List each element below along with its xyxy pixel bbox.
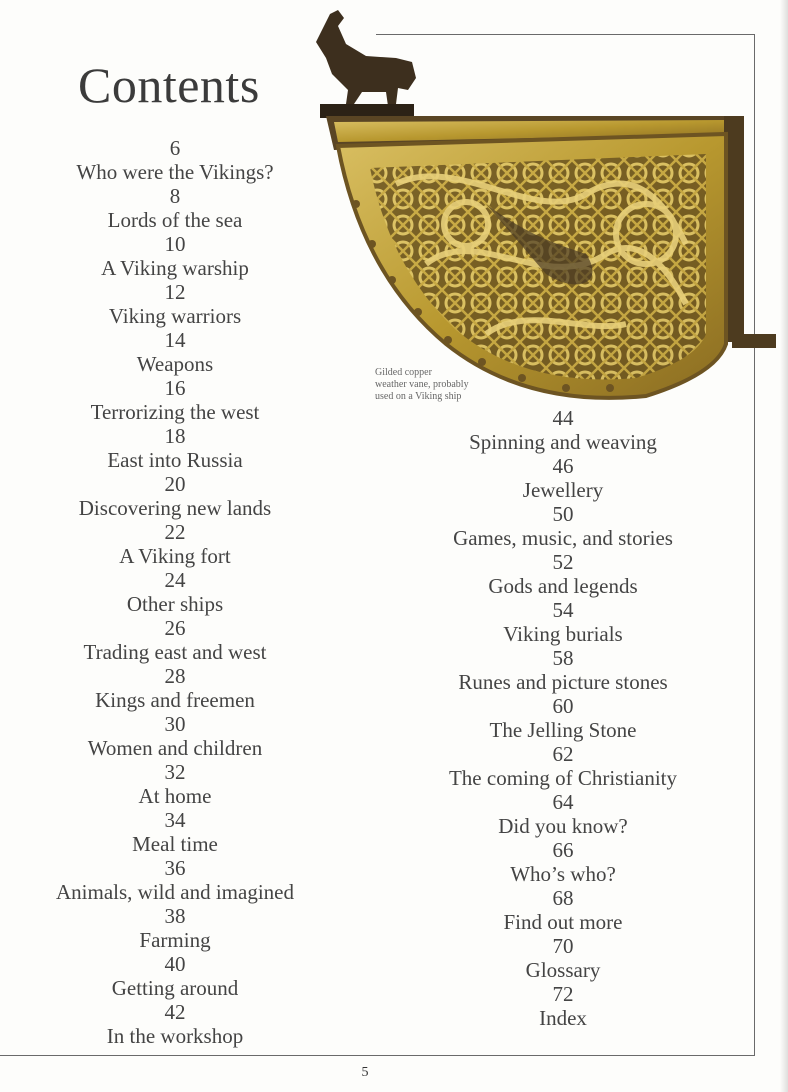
toc-title: The coming of Christianity [448, 766, 678, 790]
toc-entry[interactable] [400, 982, 726, 1030]
toc-page-number: 52 [552, 550, 574, 574]
toc-title: Find out more [503, 910, 623, 934]
toc-page-number: 36 [164, 856, 186, 880]
toc-page-number: 58 [552, 646, 574, 670]
toc-title: Getting around [111, 976, 239, 1000]
toc-entry[interactable] [38, 616, 312, 664]
toc-title: Who’s who? [510, 862, 616, 886]
toc-title: Glossary [525, 958, 601, 982]
toc-title: Kings and freemen [95, 688, 255, 712]
weather-vane-illustration [286, 4, 782, 408]
page-title: Contents [78, 57, 260, 113]
toc-entry[interactable] [400, 790, 726, 838]
toc-page-number: 24 [164, 568, 186, 592]
toc-title: Meal time [132, 832, 218, 856]
toc-entry[interactable] [38, 136, 312, 184]
toc-page-number: 44 [552, 406, 574, 430]
toc-page-number: 18 [164, 424, 186, 448]
toc-page-number: 40 [164, 952, 186, 976]
toc-entry[interactable] [38, 1000, 312, 1048]
toc-entry[interactable] [38, 184, 312, 232]
toc-entry[interactable] [400, 934, 726, 982]
toc-page-number: 42 [164, 1000, 186, 1024]
toc-page-number: 54 [552, 598, 574, 622]
toc-page-number: 14 [164, 328, 186, 352]
toc-entry[interactable] [400, 598, 726, 646]
toc-left-column [38, 136, 312, 1048]
toc-entry[interactable] [38, 856, 312, 904]
toc-title: Games, music, and stories [453, 526, 673, 550]
toc-entry[interactable] [38, 568, 312, 616]
toc-entry[interactable] [400, 646, 726, 694]
toc-page-number: 60 [552, 694, 574, 718]
toc-entry[interactable] [38, 712, 312, 760]
toc-entry[interactable] [38, 280, 312, 328]
toc-title: Lords of the sea [107, 208, 243, 232]
toc-title: Animals, wild and imagined [56, 880, 294, 904]
toc-title: The Jelling Stone [489, 718, 637, 742]
toc-entry[interactable] [38, 520, 312, 568]
toc-title: In the workshop [106, 1024, 244, 1048]
toc-title: Women and children [87, 736, 263, 760]
toc-title: Runes and picture stones [458, 670, 668, 694]
toc-title: A Viking warship [101, 256, 249, 280]
toc-entry[interactable] [400, 502, 726, 550]
caption-line: weather vane, probably [375, 379, 469, 390]
toc-entry[interactable] [400, 742, 726, 790]
toc-page-number: 66 [552, 838, 574, 862]
toc-title: Terrorizing the west [90, 400, 260, 424]
toc-entry[interactable] [38, 904, 312, 952]
toc-page-number: 12 [164, 280, 186, 304]
toc-title: Viking burials [503, 622, 623, 646]
caption-line: used on a Viking ship [375, 391, 462, 402]
toc-title: Did you know? [498, 814, 628, 838]
toc-title: Other ships [126, 592, 224, 616]
toc-title: Trading east and west [83, 640, 267, 664]
toc-page-number: 72 [552, 982, 574, 1006]
toc-page-number: 70 [552, 934, 574, 958]
toc-title: Weapons [136, 352, 214, 376]
toc-page-number: 68 [552, 886, 574, 910]
toc-page-number: 64 [552, 790, 574, 814]
toc-page-number: 10 [164, 232, 186, 256]
toc-title: Farming [139, 928, 211, 952]
toc-entry[interactable] [38, 232, 312, 280]
toc-entry[interactable] [400, 694, 726, 742]
toc-entry[interactable] [400, 454, 726, 502]
toc-title: Viking warriors [108, 304, 242, 328]
toc-title: A Viking fort [119, 544, 231, 568]
toc-page-number: 16 [164, 376, 186, 400]
frame-line-bottom [0, 1055, 755, 1056]
toc-entry[interactable] [38, 664, 312, 712]
toc-page-number: 22 [164, 520, 186, 544]
toc-entry[interactable] [38, 424, 312, 472]
toc-right-column [400, 406, 726, 1030]
toc-page-number: 38 [164, 904, 186, 928]
toc-page-number: 34 [164, 808, 186, 832]
toc-page-number: 6 [169, 136, 181, 160]
toc-page-number: 28 [164, 664, 186, 688]
toc-entry[interactable] [400, 550, 726, 598]
toc-entry[interactable] [400, 838, 726, 886]
toc-page-number: 32 [164, 760, 186, 784]
toc-entry[interactable] [38, 376, 312, 424]
toc-page-number: 30 [164, 712, 186, 736]
toc-title: At home [138, 784, 212, 808]
toc-title: Spinning and weaving [469, 430, 657, 454]
toc-page-number: 26 [164, 616, 186, 640]
toc-entry[interactable] [38, 472, 312, 520]
toc-title: Who were the Vikings? [76, 160, 274, 184]
toc-title: Jewellery [522, 478, 604, 502]
toc-entry[interactable] [38, 952, 312, 1000]
toc-entry[interactable] [38, 760, 312, 808]
toc-title: Index [539, 1006, 587, 1030]
toc-page-number: 8 [169, 184, 181, 208]
toc-entry[interactable] [400, 886, 726, 934]
toc-entry[interactable] [400, 406, 726, 454]
toc-title: East into Russia [107, 448, 243, 472]
toc-page-number: 62 [552, 742, 574, 766]
caption-line: Gilded copper [375, 367, 432, 378]
image-caption [375, 367, 515, 403]
toc-page-number: 20 [164, 472, 186, 496]
toc-entry[interactable] [38, 328, 312, 376]
toc-entry[interactable] [38, 808, 312, 856]
toc-title: Gods and legends [488, 574, 638, 598]
page-number-footer: 5 [361, 1065, 369, 1080]
toc-page-number: 50 [552, 502, 574, 526]
toc-page-number: 46 [552, 454, 574, 478]
toc-title: Discovering new lands [78, 496, 272, 520]
